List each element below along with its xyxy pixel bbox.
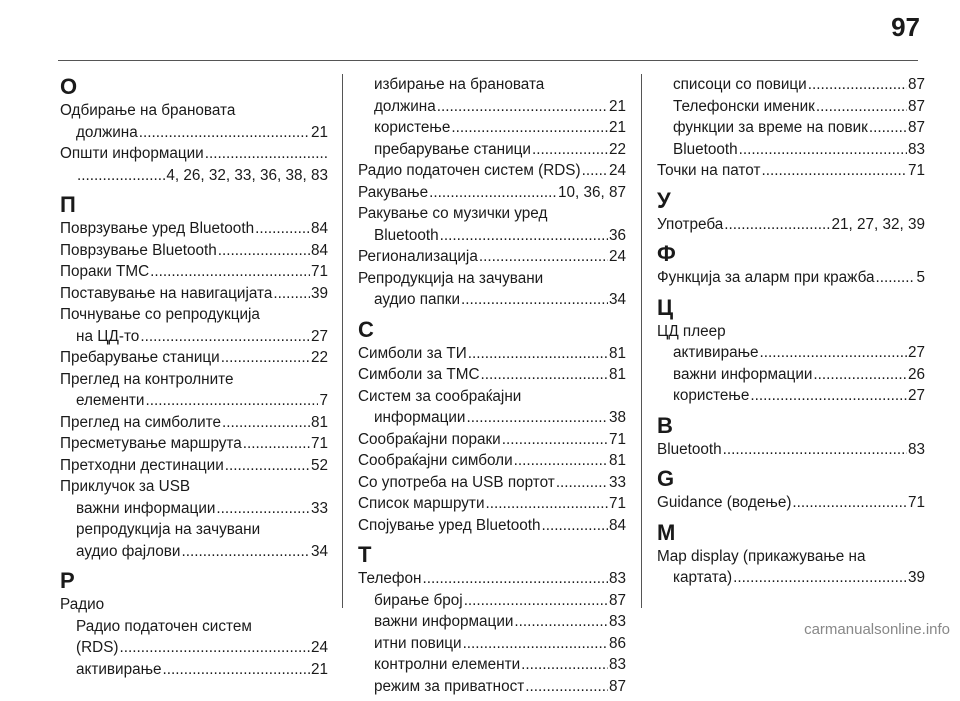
index-entry xyxy=(358,633,626,655)
section-letter: У xyxy=(657,187,671,213)
page-reference: 21 xyxy=(608,97,626,115)
leader-dots xyxy=(140,326,310,348)
leader-dots xyxy=(761,160,907,182)
entry-text: Поврзување Bluetooth xyxy=(60,241,217,259)
leader-dots xyxy=(222,412,310,434)
index-section xyxy=(657,188,925,236)
entry-text: бирање број xyxy=(374,591,463,609)
leader-dots xyxy=(218,240,310,262)
page-reference: 36 xyxy=(608,226,626,244)
page-reference: 21 xyxy=(310,123,328,141)
section-letter: О xyxy=(60,74,78,99)
leader-dots xyxy=(582,160,608,182)
page-reference: 83 xyxy=(608,570,626,587)
index-entry xyxy=(60,100,328,122)
page-reference: 24 xyxy=(310,639,328,656)
entry-text: Функција за аларм при кражба xyxy=(657,269,875,286)
page-reference: 83 xyxy=(907,140,925,158)
page-reference: 10, 36, 87 xyxy=(557,183,626,201)
index-entry xyxy=(60,304,328,326)
index-entry xyxy=(657,139,925,161)
entry-text: активирање xyxy=(673,344,759,361)
index-entry xyxy=(657,364,925,386)
leader-dots xyxy=(813,364,907,386)
entry-text: Ракување xyxy=(358,183,429,201)
leader-dots xyxy=(733,567,907,589)
index-entry xyxy=(358,225,626,247)
entry-text: на ЦД-то xyxy=(76,327,140,345)
index-entry xyxy=(358,139,626,161)
index-entry xyxy=(60,143,328,165)
page-reference: 83 xyxy=(608,656,626,673)
entry-text: Bluetooth xyxy=(374,226,439,244)
page-reference: 71 xyxy=(907,494,925,511)
index-entry xyxy=(657,74,925,96)
page-reference: 5 xyxy=(916,269,925,286)
entry-text: Претходни дестинации xyxy=(60,456,224,474)
entry-text: важни информации xyxy=(374,613,514,630)
index-entry xyxy=(358,676,626,698)
index-section xyxy=(60,568,328,680)
index-entry xyxy=(358,493,626,515)
index-entry xyxy=(358,450,626,472)
section-letter: B xyxy=(657,412,673,438)
leader-dots xyxy=(521,654,608,676)
entry-text: картата) xyxy=(673,569,733,586)
entry-text: Ракување со музички уред xyxy=(358,205,548,222)
leader-dots xyxy=(461,289,608,311)
entry-text: Радио xyxy=(60,596,105,613)
leader-dots xyxy=(750,385,907,407)
entry-text: аудио папки xyxy=(374,291,461,308)
index-entry xyxy=(60,165,328,187)
entry-text: Радио податочен систем (RDS) xyxy=(358,162,581,179)
page-reference: 84 xyxy=(608,516,626,534)
index-entry xyxy=(60,433,328,455)
entry-text: репродукција на зачувани xyxy=(76,521,261,538)
index-entry xyxy=(358,472,626,494)
index-entry xyxy=(358,343,626,365)
entry-text: Спојување уред Bluetooth xyxy=(358,516,541,534)
entry-text: Пресметување маршрута xyxy=(60,435,242,452)
entry-text: Пораки TMC xyxy=(60,263,150,280)
page-reference: 27 xyxy=(907,387,925,404)
page-reference: 27 xyxy=(907,344,925,361)
index-entry xyxy=(60,218,328,240)
index-entry xyxy=(657,439,925,461)
section-letter: G xyxy=(657,466,675,491)
index-entry xyxy=(358,268,626,290)
leader-dots xyxy=(808,74,907,96)
page-reference: 22 xyxy=(310,349,328,366)
entry-text: Со употреба на USB портот xyxy=(358,473,555,491)
section-letter: Ц xyxy=(657,294,674,320)
entry-text: Систем за сообраќајни xyxy=(358,387,522,405)
page-reference: 34 xyxy=(310,542,328,560)
index-section xyxy=(60,74,328,186)
index-column-2 xyxy=(358,74,626,701)
footer-watermark: carmanualsonline.info xyxy=(804,621,950,638)
page-reference: 52 xyxy=(310,456,328,474)
leader-dots xyxy=(760,342,907,364)
leader-dots xyxy=(255,218,310,240)
index-entry xyxy=(657,492,925,514)
page-reference: 81 xyxy=(608,344,626,362)
page-reference: 27 xyxy=(310,327,328,345)
index-entry xyxy=(60,240,328,262)
leader-dots xyxy=(181,541,310,563)
index-entry xyxy=(60,498,328,520)
page-reference: 87 xyxy=(608,677,626,695)
leader-dots xyxy=(463,633,608,655)
page-reference: 39 xyxy=(310,284,328,302)
leader-dots xyxy=(221,347,310,369)
entry-text: елементи xyxy=(76,392,145,409)
index-section xyxy=(358,74,626,311)
leader-dots xyxy=(451,117,608,139)
leader-dots xyxy=(875,267,915,289)
index-section xyxy=(657,413,925,461)
page-reference: 24 xyxy=(608,162,626,179)
leader-dots xyxy=(216,498,310,520)
index-entry xyxy=(358,74,626,96)
section-letter: П xyxy=(60,192,76,217)
index-entry xyxy=(60,637,328,659)
page-reference: 84 xyxy=(310,220,328,237)
index-entry xyxy=(60,659,328,681)
entry-text: ЦД плеер xyxy=(657,322,726,340)
entry-text: избирање на брановата xyxy=(374,76,545,93)
page-reference: 21 xyxy=(608,119,626,136)
page-reference: 33 xyxy=(310,499,328,517)
column-divider xyxy=(342,74,343,608)
entry-text: Bluetooth xyxy=(673,140,738,158)
leader-dots xyxy=(479,246,608,268)
index-entry xyxy=(657,342,925,364)
index-entry xyxy=(358,515,626,537)
page-reference: 71 xyxy=(907,162,925,179)
leader-dots xyxy=(468,343,608,365)
section-letter: С xyxy=(358,316,374,342)
index-entry xyxy=(358,203,626,225)
section-letter: M xyxy=(657,519,676,545)
index-entry xyxy=(657,567,925,589)
entry-text: Радио податочен систем xyxy=(76,617,252,635)
index-entry xyxy=(60,390,328,412)
index-entry xyxy=(358,160,626,182)
entry-text: (RDS) xyxy=(76,639,119,656)
leader-dots xyxy=(514,611,608,633)
page-reference: 22 xyxy=(608,140,626,158)
page-reference: 84 xyxy=(310,241,328,259)
column-divider xyxy=(641,74,642,608)
leader-dots xyxy=(525,676,608,698)
page-reference: 21, 27, 32, 39 xyxy=(831,215,925,233)
entry-text: функции за време на повик xyxy=(673,119,868,136)
entry-text: должина xyxy=(76,123,138,141)
entry-text: активирање xyxy=(76,660,162,678)
entry-text: важни информации xyxy=(76,499,216,517)
index-section xyxy=(358,542,626,697)
entry-text: користење xyxy=(673,387,750,404)
leader-dots xyxy=(464,590,608,612)
page-reference: 24 xyxy=(608,248,626,265)
index-entry xyxy=(358,364,626,386)
page-reference: 81 xyxy=(310,413,328,431)
index-section xyxy=(657,241,925,289)
page-reference: 71 xyxy=(608,430,626,448)
entry-text: Поврзување уред Bluetooth xyxy=(60,220,255,237)
leader-dots xyxy=(485,493,608,515)
index-entry xyxy=(657,214,925,236)
entry-text: Пребарување станици xyxy=(60,349,220,366)
page-reference: 71 xyxy=(310,435,328,452)
index-entry xyxy=(358,654,626,676)
index-entry xyxy=(358,96,626,118)
leader-dots xyxy=(437,96,608,118)
index-entry xyxy=(60,476,328,498)
index-entry xyxy=(60,455,328,477)
entry-text: должина xyxy=(374,97,436,115)
entry-text: Map display (прикажување на xyxy=(657,547,866,565)
leader-dots xyxy=(139,122,310,144)
index-entry xyxy=(657,546,925,568)
entry-text: Поставување на навигацијата xyxy=(60,284,273,302)
entry-text: Приклучок за USB xyxy=(60,478,191,495)
index-entry xyxy=(657,321,925,343)
index-entry xyxy=(60,412,328,434)
page-reference: 87 xyxy=(907,76,925,93)
entry-text: Општи информации xyxy=(60,145,204,162)
index-entry xyxy=(60,122,328,144)
index-entry xyxy=(358,246,626,268)
leader-dots xyxy=(724,214,830,236)
index-entry xyxy=(358,407,626,429)
entry-text: Список маршрути xyxy=(358,495,485,512)
page-reference: 4, 26, 32, 33, 36, 38, 83 xyxy=(166,166,328,184)
index-entry xyxy=(657,96,925,118)
leader-dots xyxy=(816,96,907,118)
index-entry xyxy=(657,267,925,289)
index-section xyxy=(657,466,925,514)
page-reference: 33 xyxy=(608,473,626,491)
section-letter: Р xyxy=(60,568,75,593)
leader-dots xyxy=(792,492,907,514)
index-entry xyxy=(358,386,626,408)
entry-text: Регионализација xyxy=(358,248,478,265)
page-reference: 83 xyxy=(907,440,925,458)
page-reference: 34 xyxy=(608,291,626,308)
index-entry xyxy=(358,568,626,590)
entry-text: Преглед на симболите xyxy=(60,413,222,431)
page-reference: 87 xyxy=(907,119,925,136)
page-reference: 83 xyxy=(608,613,626,630)
index-entry xyxy=(358,590,626,612)
leader-dots xyxy=(120,637,310,659)
page-reference: 81 xyxy=(608,366,626,383)
page-reference: 81 xyxy=(608,452,626,469)
leader-dots xyxy=(532,139,608,161)
entry-text: Телефон xyxy=(358,570,422,587)
entry-text: важни информации xyxy=(673,365,813,383)
entry-text: користење xyxy=(374,119,451,136)
page-reference: 26 xyxy=(907,365,925,383)
index-entry xyxy=(358,611,626,633)
page-reference: 7 xyxy=(319,392,328,409)
entry-text: Bluetooth xyxy=(657,440,722,458)
entry-text: Сообраќајни симболи xyxy=(358,452,513,469)
leader-dots xyxy=(502,429,608,451)
leader-dots xyxy=(422,568,608,590)
index-entry xyxy=(60,616,328,638)
page-number: 97 xyxy=(891,12,920,42)
leader-dots xyxy=(273,283,310,305)
entry-text: Сообраќајни пораки xyxy=(358,430,501,448)
leader-dots xyxy=(481,364,608,386)
leader-dots xyxy=(163,659,310,681)
page-reference: 71 xyxy=(608,495,626,512)
entry-text: режим за приватност xyxy=(374,677,525,695)
leader-dots xyxy=(869,117,907,139)
index-section xyxy=(358,317,626,537)
leader-dots xyxy=(429,182,557,204)
leader-dots xyxy=(723,439,907,461)
section-letter: Ф xyxy=(657,241,676,266)
entry-text: Одбирање на брановата xyxy=(60,102,236,119)
entry-text: аудио фајлови xyxy=(76,542,181,560)
leader-dots xyxy=(205,143,327,165)
index-section xyxy=(60,192,328,562)
entry-text: информации xyxy=(374,409,466,426)
leader-dots xyxy=(77,165,165,187)
entry-text: Употреба xyxy=(657,215,724,233)
entry-text: пребарување станици xyxy=(374,140,531,158)
index-entry xyxy=(60,369,328,391)
index-entry xyxy=(60,326,328,348)
leader-dots xyxy=(739,139,907,161)
entry-text: Симболи за TMC xyxy=(358,366,480,383)
index-section xyxy=(657,295,925,407)
leader-dots xyxy=(466,407,608,429)
page-reference: 39 xyxy=(907,569,925,586)
page-reference: 38 xyxy=(608,409,626,426)
index-entry xyxy=(657,117,925,139)
leader-dots xyxy=(542,515,608,537)
index-entry xyxy=(60,283,328,305)
entry-text: Симболи за ТИ xyxy=(358,344,467,362)
leader-dots xyxy=(145,390,318,412)
leader-dots xyxy=(556,472,608,494)
entry-text: Телефонски именик xyxy=(673,97,815,115)
page-reference: 71 xyxy=(310,263,328,280)
leader-dots xyxy=(514,450,608,472)
index-entry xyxy=(657,160,925,182)
entry-text: контролни елементи xyxy=(374,656,521,673)
index-entry xyxy=(60,594,328,616)
index-entry xyxy=(358,182,626,204)
entry-text: списоци со повици xyxy=(673,76,807,93)
leader-dots xyxy=(150,261,310,283)
index-column-3 xyxy=(657,74,925,593)
entry-text: Репродукција на зачувани xyxy=(358,269,544,287)
index-section xyxy=(657,520,925,589)
index-entry xyxy=(60,519,328,541)
header-rule xyxy=(58,60,918,61)
index-entry xyxy=(60,261,328,283)
index-entry xyxy=(657,385,925,407)
entry-text: итни повици xyxy=(374,634,462,652)
entry-text: Преглед на контролните xyxy=(60,370,234,388)
page-reference: 87 xyxy=(608,591,626,609)
index-section xyxy=(657,74,925,182)
index-entry xyxy=(60,541,328,563)
leader-dots xyxy=(440,225,608,247)
index-column-1 xyxy=(60,74,328,684)
leader-dots xyxy=(225,455,310,477)
page-reference: 86 xyxy=(608,634,626,652)
index-entry xyxy=(358,289,626,311)
index-entry xyxy=(60,347,328,369)
entry-text: Почнување со репродукција xyxy=(60,306,260,323)
entry-text: Guidance (водење) xyxy=(657,494,792,511)
index-entry xyxy=(358,117,626,139)
entry-text: Точки на патот xyxy=(657,162,761,179)
leader-dots xyxy=(243,433,310,455)
section-letter: Т xyxy=(358,542,372,567)
page-reference: 87 xyxy=(907,97,925,115)
index-entry xyxy=(358,429,626,451)
page-reference: 21 xyxy=(310,660,328,678)
